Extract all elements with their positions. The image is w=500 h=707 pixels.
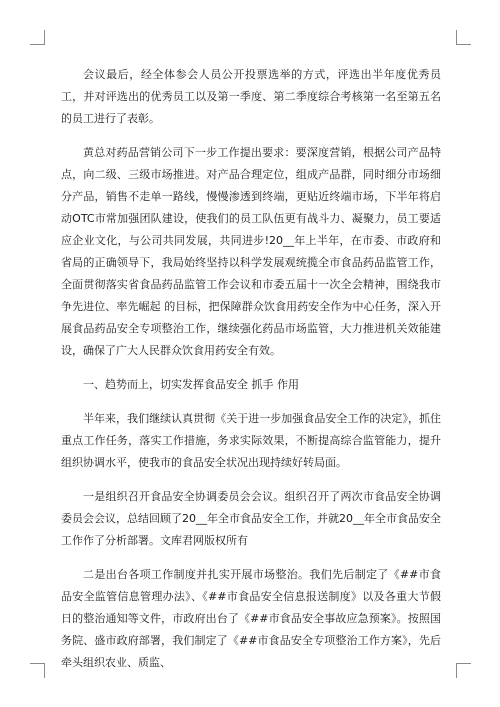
crop-mark-bottom-left <box>30 663 45 678</box>
crop-mark-bottom-right <box>456 663 471 678</box>
crop-mark-top-left <box>30 30 45 45</box>
paragraph-awards: 会议最后，经全体参会人员公开投票选举的方式，评选出半年度优秀员工，并对评选出的优秀员工以及第一季度、第二季度综合考核第一名至第五名的员工进行了表彰。 <box>61 68 441 125</box>
section-heading: 一、趋势而上，切实发挥食品安全 抓手 作用 <box>83 378 299 391</box>
paragraph-half-year: 半年来，我们继续认真贯彻《关于进一步加强食品安全工作的决定》，抓住重点工作任务，落实工作措施，务求实际效果，不断提高综合监管能力，提升组织协调水平，使我市的食品安全状况出现持续好转局面。 <box>61 412 441 469</box>
paragraph-committee-meeting: 一是组织召开食品安全协调委员会会议。组织召开了两次市食品安全协调委员会会议，总结回顾了20__年全市食品安全工作，并就20__年全市食品安全工作作了分析部署。文库君网版权所有 <box>61 490 441 547</box>
paragraph-requirements: 黄总对药品营销公司下一步工作提出要求：要深度营销，根据公司产品特点，向二级、三级市场推进。对产品合理定位，组成产品群，同时细分市场细分产品，销售不走单一路线，慢慢渗透到终端，更贴近终端市场，下半年将启动OTC市常加强团队建设，使我们的员工队伍更有战斗力、凝聚力，员工要适应企业文化，与公司共同发展，共同进步!20__年上半年，在市委、市政府和省局的正确领导下，我局始终坚持以科学发展观统揽全市食品药品监管工作，全面贯彻落实省食品药品监管工作会议和市委五届十一次全会精神，围绕我市 争先进位、率先崛起 的目标，把保障群众饮食用药安全作为中心任务，深入开展食品药品安全专项整治工作，继续强化药品市场监管，大力推进机关效能建设，确保了广大人民群众饮食用药安全有效。 <box>61 146 441 357</box>
crop-mark-top-right <box>456 30 471 45</box>
paragraph-regulations: 二是出台各项工作制度并扎实开展市场整治。我们先后制定了《##市食品安全监管信息管理办法》、《##市食品安全信息报送制度》以及各重大节假日的整治通知等文件，市政府出台了《##市食品安全事故应急预案》。按照国务院、盛市政府部署，我们制定了《##市食品安全专项整治工作方案》，先后牵头组织农业、质监、 <box>61 568 441 669</box>
document-body <box>61 64 441 686</box>
